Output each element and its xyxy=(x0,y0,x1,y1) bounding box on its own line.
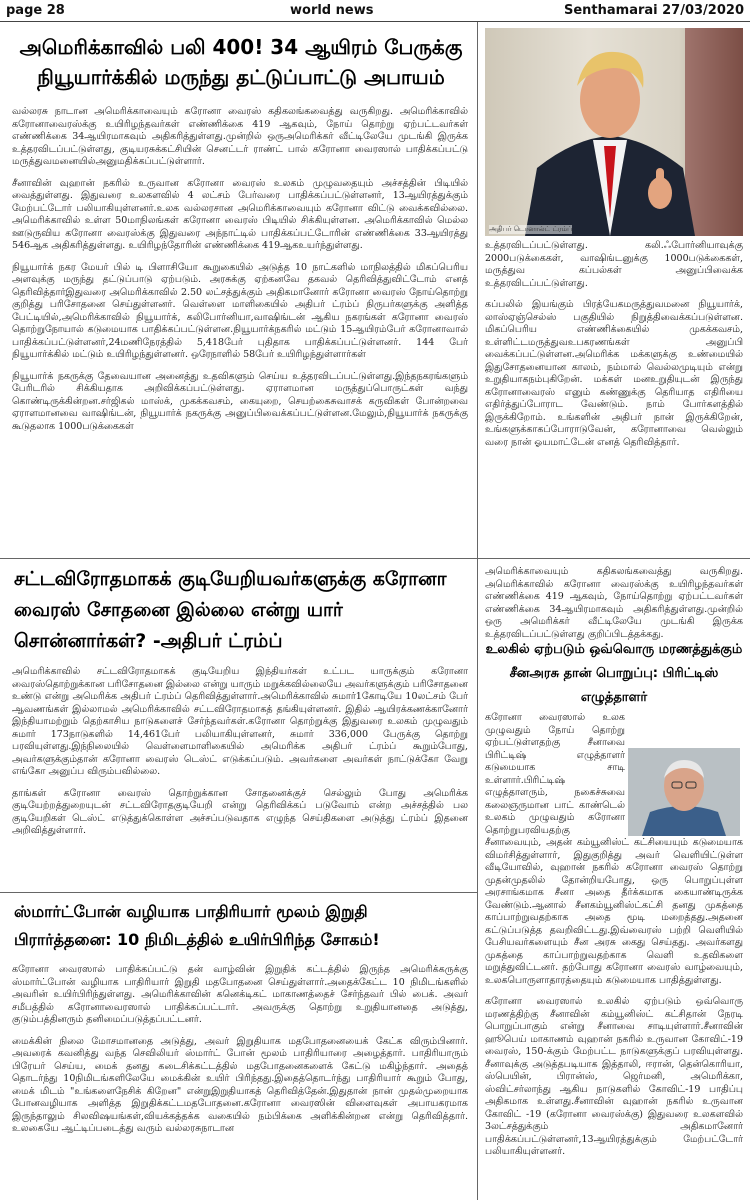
section-divider xyxy=(0,892,477,893)
article3-paragraph: கரோனா வைரஸால் பாதிக்கப்பட்டு தன் வாழ்வின் இறுதிக் கட்டத்தில் இருந்த அமெரிக்கருக்கு ஸ்மார்ட்போன் வழியாக பாதிரியார் இறுதி மதபோதனை செய்துள்ளார்.அதைக்கேட்ட 10 நிமிடங்களில் அவரின் உயிர்பிரிந்துள்ளது. அமெரிக்காவின் கனெக்டிகட் மாகாணத்தைச் சேர்ந்தவர் பில் பைக். அவர் சமீபத்தில் கரோனாவைரஸால் பாதிக்கப்பட்டார். அவருக்கு தொற்று உறுதியானதை அடுத்து, குடும்பத்தினரும் தனிமைப்படுத்தப்பட்டனர். xyxy=(12,964,468,1025)
article1-continuation-paragraph: கப்பலில் இயங்கும் பிரத்யேகமருத்துவமனை நியூயார்க், லாஸ்ஏஞ்செல்ஸ் பகுதியில் நிறுத்திவைக்கப்படுள்ளன. மிகப்பெரிய எண்ணிக்கையில் முகக்கவசம், உள்ளிட்டமருத்துவஉபகரணங்கள் அனுப்பி வைக்கப்பட்டுள்ளன.அமெரிக்க மக்களுக்கு உண்மையில் இதுசோதனையான காலம், நம்மால் வெல்லமுடியும் என்று உறுதியாகநம்புகிறேன். மக்கள் மனஉறுதியுடன் இருந்து கரோனாவைரஸ் எனும் கண்ணுக்கு தெரியாத எதிரியை எதிர்த்துப்போராட வேண்டும். நாம் போர்களத்தில் இருக்கிறோம். உங்களின் அதிபர் நான் இருக்கிறேன், உங்களுக்காகப்போராடுவேன், கரோனாவை வெல்லும் வரை நான் ஓயமாட்டேன் எனத் தெரிவித்தார். xyxy=(485,299,743,448)
section-name: world news xyxy=(290,3,374,18)
section-divider xyxy=(0,558,750,559)
article3-headline: ஸ்மார்ட்போன் வழியாக பாதிரியார் மூலம் இறுதி பிரார்த்தனை: 10 நிமிடத்தில் உயிர்பிரிந்த சோகம்! xyxy=(14,902,380,949)
article3-paragraph: மைக்கின் நிலை மோசமானதை அடுத்து, அவர் இறுதியாக மதபோதனையைக் கேட்க விரும்பினார். அவரைக் கவனித்து வந்த செவிலியர் ஸ்மார்ட் போன் மூலம் பாதிரியாரை அழைத்தார். பாதிரியாரும் பிரேயர் செய்ய, மைக் தனது கடைசிக்கட்டத்தில் மதபோதனைகளைக் கேட்டு மகிழ்ந்தார். அதைத் தொடர்ந்து 10நிமிடங்களிலேயே மைக்கின் உயிர் பிரிந்தது.இதைத்தொடர்ந்து பாதிரியார் கூறும் போது, மைக் மிடம் "உங்களைநேசிக் கிறேன" என்றுஇறுதியாகத் தெரிவித்தேன்.இதுதான் நான் முதல்முறையாக போனவழியாக அளித்த இறுதிக்கட்டமதபோதனை.கரோனா வைரஸின் விளைவுகள் அபாயகரமாக இருந்தாலும் சிலவிஷயங்கள்,வியக்கத்தக்க வகையில் நம்பிக்கை அளிக்கின்றன என்று தெரிவித்தார். உலகையே ஆட்டிப்படைத்து வரும் வல்லரசுநாடான xyxy=(12,1035,468,1134)
article2-paragraph: அமெரிக்காவில் சட்டவிரோதமாகக் குடியேறிய இந்தியர்கள் உட்பட யாருக்கும் கரோனா வைரஸ்தொற்றுக்கான பரிசோதனை இல்லை என்று யாரும் மறுக்கவில்லையே அவர்களுக்கும் பரிசோதனை உண்டு என்று அமெரிக்க அதிபர் ட்ரம்ப் தெரிவித்துள்ளார்.அமெரிக்காவில் சுமார்1கோடியே 10லட்சம் பேர் ஆவணங்கள் இல்லாமல் அமெரிக்காவில் சட்டவிரோதமாகத் தங்கியுள்ளனர். இதில் ஆயிரக்கணக்கானோர் இந்தியாமற்றும் தெற்காசிய நாடுகளைச் சேர்ந்தவர்கள்.கரோனா தொற்றுக்கு இதுவரை உலகம் முழுவதும் சுமார் 173நாடுகளில் 14,461பேர் பலியாகியுள்ளனர், சுமார் 336,000 பேருக்கு தொற்று பரவியுள்ளது.இந்நிலையில் வெள்ளைமாளிகையில் அமெரிக்க அதிபர் ட்ரம்ப் கூறும்போது, அவர்களுக்கும்தான் கரோனா வைரஸ் டெஸ்ட் எடுக்கப்படும். அவர்களை அவர்கள் நாட்டுக்கோ வேறு எங்கோ அனுப்ப விரும்பவில்லை. xyxy=(12,666,468,777)
article2-body xyxy=(12,666,468,890)
article4-paragraph: கரோனா வைரஸால் உலக முழுவதும் நோய் தொற்று ஏற்பட்டுள்ளதற்கு சீனாவை பிரிட்டிஷ் எழுத்தாளர் கடுமையாக சாடி உள்ளார்.பிரிட்டிஷ் எழுத்தாளரும், நகைச்சுவை கலைஞருமான பாட் காண்டெல் உலகம் முழுவதும் கரோனா தொற்றுபரவியதற்கு சீனாவையும், அதன் கம்யூனிஸ்ட் கட்சியையும் கடுமையாக விமர்சித்துள்ளார், இதுகுறித்து அவர் வெளியிட்டுள்ள வீடியோவில், வுஹான் நகரில் கரோனா வைரஸ் தொற்று முதன்முதலில் தோன்றியபோது, ஒரு பொறுப்புள்ள அரசாங்கமாக சீனா அதை தீர்க்கமாக கையாண்டிருக்க வேண்டும்.ஆனால் சீனகம்யூனிஸ்ட்கட்சி தனது முகத்தை காப்பாற்றுவதற்காக அதை மூடி மறைத்தது.அதனை கட்டுப்படுத்த தவறிவிட்டது.இவ்வைரஸ் பற்றி வெளியில் பேசியவர்களையும் சீன அரசு கைது செய்தது. அவர்களது முகத்தை காப்பாற்றுவதற்காக வெளி உதவிகளை மறுத்துவிட்டனர். தற்போது கரோனா வைரஸ் வாழ்வையும், உலகபொருளாதாரத்தையும் கடுமையாக பாதித்துள்ளது. xyxy=(485,712,743,986)
article4-body xyxy=(485,712,743,1196)
article1-paragraph: நியூயார்க் நகர மேயர் பில் டி பிளாசியோ கூறுகையில் அடுத்த 10 நாட்களில் மாநிலத்தில் மிகப்பெரிய அளவுக்கு மருந்து தட்டுப்பாடு ஏற்படும். அரசுக்கு ஏற்கனவே தகவல் தெரிவித்துவிட்டோம் எனத் தெரிவித்தார்இதுவரை அமெரிக்காவில் 2.50 லட்சத்துக்கும் அதிகமானோர் கரோனா வைரஸ் நோய்தொற்று குறித்து பரிசோதனை செய்துள்ளனர். வெள்ளை மாளிகையில் அதிபர் ட்ரம்ப் நிருபர்களுக்கு அளித்த பேட்டியில்,அமெரிக்காவில் நியூயார்க், கலிபோர்னியா,வாஷிங்டன் ஆகிய நகரங்கள் கரோனா வைரஸ் தொற்றுநோயால் கடுமையாக பாதிக்கப்பட்டுள்ளன.நியூயார்க்நகரில் மட்டும் 15ஆயிரம்பேர் கரோனாவால் பாதிக்கப்பட்டுள்ளனர்,24மணிநேரத்தில் 5,418பேர் புதிதாக பாதிக்கப்பட்டுள்ளனர். 144 பேர் நியூயார்க்கில் மட்டும் உயிரிழந்துள்ளனர். ஒரேநாளில் 58பேர் உயிரிழந்துள்ளார்கள் xyxy=(12,261,468,360)
article1-paragraph: வல்லரசு நாடான அமெரிக்காவையும் கரோனா வைரஸ் கதிகலங்கவைத்து வருகிறது. அமெரிக்காவில் கரோனாவைரஸ்க்கு உயிரிழந்தவர்கள் எண்ணிக்கை 419 ஆகவும், நோய் தொற்று ஏற்பட்டவர்கள் எண்ணிக்கை 34ஆயிரமாகவும் அதிகரித்துள்ளது.முன்றில் ஒருஅமெரிக்கர் வீட்டிலேயே முடங்கி இருக்க உத்தரவிடப்பட்டுள்ளது, குடியரசுக்கட்சியின் செனட்டர் ராண்ட் பால் கரோனா வைரஸால் பாதிக்கப்பட்டு மருத்துவமனையில்அனுமதிக்கப்பட்டுள்ளார். xyxy=(12,106,468,167)
page-header xyxy=(0,0,750,22)
photo-caption: அதிபர் டொனால்ட் ட்ரம்ப் xyxy=(489,225,573,233)
article1-continuation xyxy=(485,240,743,542)
article3-continuation xyxy=(485,566,743,640)
article2-headline: சட்டவிரோதமாகக் குடியேறியவர்களுக்கு கரோனா வைரஸ் சோதனை இல்லை என்று யார் சொன்னார்கள்? -அதிபர் ட்ரம்ப் xyxy=(14,568,447,652)
article1-headline: அமெரிக்காவில் பலி 400! 34 ஆயிரம் பேருக்கு நியூயார்க்கில் மருந்து தட்டுப்பாட்டு அபாயம் xyxy=(19,35,463,89)
article4-paragraph: கரோனா வைரஸால் உலகில் ஏற்படும் ஒவ்வொரு மரணத்திற்கு சீனாவின் கம்யூனிஸ்ட் கட்சிதான் நேரடி பொறுப்பாகும் என்று சீனாவை சாடியுள்ளார்.சீனாவின் ஹூபெய் மாகாணம் வுஹான் நகரில் உருவான கோவிட்-19 வைரஸ், 150-க்கும் மேற்பட்ட நாடுகளுக்குப் பரவியுள்ளது. சீனாவுக்கு அடுத்தபடியாக இத்தாலி, ஈரான், தென்கொரியா, ஸ்பெயின், பிரான்ஸ், ஜெர்மனி, அமெரிக்கா, ஸ்விட்சர்லாந்து ஆகிய நாடுகளில் கோவிட்-19 பாதிப்பு அதிகமாக உள்ளது.சீனாவின் வுஹான் நகரில் உருவான கோவிட் -19 (கரோனா வைரஸ்க்கு) இதுவரை உலகளவில் 3லட்சத்துக்கும் அதிகமானோர் பாதிக்கப்பட்டுள்ளனர்,13ஆயிரத்துக்கும் மேற்பட்டோர் பலியாகியுள்ளனர். xyxy=(485,996,743,1157)
page-number: page 28 xyxy=(6,3,65,18)
trump-photo xyxy=(485,28,743,236)
article3-body xyxy=(12,964,468,1196)
article1-continuation-paragraph: உத்தரவிடப்பட்டுள்ளது. கலி.ஃபோர்னியாவுக்கு 2000படுக்கைகள், வாஷிங்டனுக்கு 1000படுக்கைகள், மருத்துவ கப்பல்கள் அனுப்பிவைக்க உத்தரவிடப்பட்டுள்ளது. xyxy=(485,240,743,289)
article2-paragraph: தாங்கள் கரோனா வைரஸ் தொற்றுக்கான சோதனைக்குச் செல்லும் போது அமெரிக்க குடியேற்றத்துறையுடன் சட்டவிரோதகுடியேறி என்று தெரிவிக்கப் படுவோம் என்ற அச்சத்தில் பல குடியேறிகள் டெஸ்ட் எடுத்துக்கொள்ள அச்சப்படுவதாக எழுந்த செய்திகளை அடுத்து ட்ரம்ப் இதனை அறிவித்துள்ளார். xyxy=(12,787,468,836)
article1-body xyxy=(12,106,468,582)
publication-date: Senthamarai 27/03/2020 xyxy=(563,3,744,18)
article1-paragraph: நியூயார்க் நகருக்கு தேவையான அனைத்து உதவிகளும் செய்ய உத்தரவிடப்பட்டுள்ளது.இந்தநகரங்களும் பேரிடரில் சிக்கியதாக அறிவிக்கப்பட்டுள்ளது. ஏராளமான மருத்துப்பொருட்கள் வந்து கொண்டிருக்கின்றன.சர்ஜிகல் மாஸ்க், முகக்கவசம், கையுறை, செயற்கைசுவாசக் கருவிகள் போன்றவை ஏராளமானவை வாஷிங்டன், நியூயார்க் நகருக்கு அனுப்பிவைக்கப்பட்டுள்ளன.மேலும்,நியூயார்க் நகருக்கு கூடுதலாக 1000படுக்கைகள் xyxy=(12,370,468,432)
article3-continuation-paragraph: அமெரிக்காவையும் கதிகலங்கவைத்து வருகிறது. அமெரிக்காவில் கரோனா வைரஸ்க்கு உயிரிழந்தவர்கள் எண்ணிக்கை 419 ஆகவும், நோய்தொற்று ஏற்பட்டவர்கள் எண்ணிக்கை 34ஆயிரமாகவும் அதிகரித்துள்ளது.முன்றில் ஒரு அமெரிக்கர் வீட்டிலேயே முடங்கி இருக்க உத்தரவிடப்பட்டுள்ளது குறிப்பிடத்தக்கது. xyxy=(485,566,743,640)
article1-paragraph: சீனாவின் வுஹான் நகரில் உருவான கரோனா வைரஸ் உலகம் முழுவதையும் அச்சத்தின் பிடியில் வைத்துள்ளது. இதுவரை உலகளவில் 4 லட்சம் பேர்வரை பாதிக்கப்பட்டுள்ளனர், 13ஆயிரத்துக்கும் மேற்பட்டோர் பலியாகியுள்ளனர்.உலக வல்லரசான அமெரிக்காவையும் கரோனா விட்டு வைக்கவில்லை. அமெரிக்காவில் உள்ள 50மாநிலங்கள் கரோனா வைரஸ் பிடியில் சிக்கியுள்ளன. அமெரிக்காவில் மெல்ல ஊடுருவிய கரோனா வைரஸ்க்கு இதுவரை அந்நாட்டில் பாதிக்கப்பட்டோரின் எண்ணிக்கை 33ஆயிரத்து 546ஆக அதிகரித்துள்ளது. உயிரிழந்தோரின் எண்ணிக்கை 419ஆகஉயர்ந்துள்ளது. xyxy=(12,177,468,251)
trump-portrait-illustration xyxy=(485,28,743,236)
column-divider xyxy=(477,22,478,1200)
article4-headline: உலகில் ஏற்படும் ஒவ்வொரு மரணத்துக்கும் சீனஅரசு தான் பொறுப்பு: பிரிட்டிஸ் எழுத்தாளர் xyxy=(485,642,743,705)
